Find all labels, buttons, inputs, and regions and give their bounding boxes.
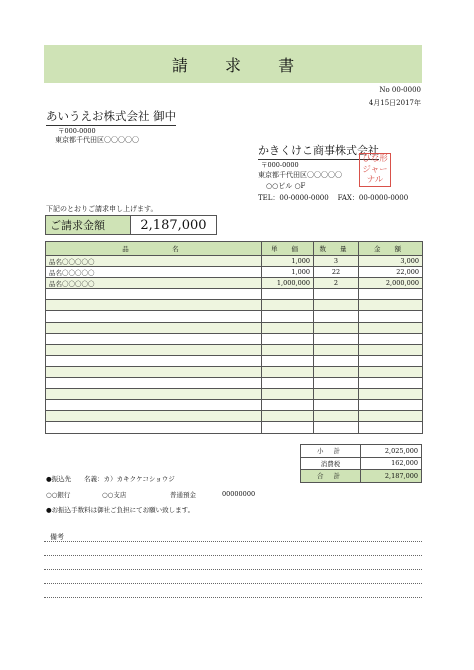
cell-unit-price bbox=[262, 411, 314, 422]
cell-unit-price bbox=[262, 378, 314, 389]
cell-amount bbox=[359, 311, 423, 322]
cell-unit-price bbox=[262, 333, 314, 344]
cell-amount bbox=[359, 366, 423, 377]
cell-item-name: 品名〇〇〇〇〇 bbox=[46, 267, 262, 278]
header-amount: 金 額 bbox=[359, 242, 423, 256]
cell-quantity bbox=[314, 422, 359, 433]
cell-amount bbox=[359, 333, 423, 344]
cell-amount bbox=[359, 289, 423, 300]
table-row bbox=[46, 278, 423, 289]
cell-quantity: 2 bbox=[314, 278, 359, 289]
cell-unit-price: 1,000 bbox=[262, 267, 314, 278]
tax-row bbox=[301, 457, 422, 470]
cell-quantity bbox=[314, 355, 359, 366]
cell-amount bbox=[359, 344, 423, 355]
table-row bbox=[46, 344, 423, 355]
issuer-postal: 〒000-0000 bbox=[261, 161, 299, 169]
totals-table bbox=[300, 444, 422, 483]
cell-quantity bbox=[314, 322, 359, 333]
table-row bbox=[46, 389, 423, 400]
cell-quantity bbox=[314, 366, 359, 377]
tax-value: 162,000 bbox=[361, 457, 422, 470]
grand-total-row bbox=[301, 470, 422, 483]
tax-label: 消費税 bbox=[301, 457, 361, 470]
cell-amount bbox=[359, 389, 423, 400]
items-header-row bbox=[46, 242, 423, 256]
cell-item-name bbox=[46, 422, 262, 433]
cell-unit-price bbox=[262, 366, 314, 377]
cell-quantity bbox=[314, 289, 359, 300]
cell-quantity: 3 bbox=[314, 256, 359, 267]
subtotal-value: 2,025,000 bbox=[361, 445, 422, 458]
cell-item-name bbox=[46, 355, 262, 366]
cell-unit-price bbox=[262, 400, 314, 411]
cell-item-name: 品名〇〇〇〇〇 bbox=[46, 256, 262, 267]
bank-account-number: 00000000 bbox=[222, 490, 256, 498]
cell-item-name bbox=[46, 389, 262, 400]
header-item-name: 品 名 bbox=[46, 242, 262, 256]
items-table bbox=[45, 241, 423, 434]
cell-amount: 2,000,000 bbox=[359, 278, 423, 289]
cell-amount: 22,000 bbox=[359, 267, 423, 278]
cell-item-name bbox=[46, 366, 262, 377]
cell-amount bbox=[359, 400, 423, 411]
cell-item-name bbox=[46, 344, 262, 355]
table-row bbox=[46, 355, 423, 366]
issuer-building: ○○ビル ○F bbox=[266, 182, 306, 190]
company-seal bbox=[359, 153, 391, 187]
table-row bbox=[46, 300, 423, 311]
document-date: 4月15日2017年 bbox=[368, 99, 421, 107]
cell-quantity bbox=[314, 400, 359, 411]
intro-text: 下記のとおりご請求申し上げます。 bbox=[46, 205, 158, 213]
cell-quantity bbox=[314, 411, 359, 422]
remarks-line bbox=[44, 597, 422, 598]
cell-quantity bbox=[314, 389, 359, 400]
remarks-line bbox=[44, 555, 422, 556]
cell-item-name bbox=[46, 311, 262, 322]
issuer-address: 東京都千代田区〇〇〇〇〇 bbox=[258, 171, 342, 179]
cell-quantity bbox=[314, 333, 359, 344]
cell-amount bbox=[359, 422, 423, 433]
billing-total-label: ご請求金額 bbox=[46, 216, 131, 234]
seal-line-3: ナル bbox=[366, 175, 384, 186]
cell-quantity bbox=[314, 378, 359, 389]
bank-name: ○○銀行 bbox=[46, 491, 71, 499]
header-quantity: 数 量 bbox=[314, 242, 359, 256]
header-unit-price: 単 価 bbox=[262, 242, 314, 256]
recipient-address: 東京都千代田区〇〇〇〇〇 bbox=[55, 136, 139, 144]
grand-total-value: 2,187,000 bbox=[361, 470, 422, 483]
cell-item-name: 品名〇〇〇〇〇 bbox=[46, 278, 262, 289]
document-number: No 00-0000 bbox=[379, 86, 421, 94]
table-row bbox=[46, 267, 423, 278]
table-row bbox=[46, 366, 423, 377]
cell-unit-price bbox=[262, 311, 314, 322]
cell-item-name bbox=[46, 289, 262, 300]
bank-account-type: 普通預金 bbox=[170, 491, 196, 499]
cell-unit-price: 1,000 bbox=[262, 256, 314, 267]
cell-item-name bbox=[46, 411, 262, 422]
cell-unit-price bbox=[262, 344, 314, 355]
table-row bbox=[46, 378, 423, 389]
remarks-line bbox=[44, 541, 422, 542]
recipient-postal: 〒000-0000 bbox=[58, 127, 96, 135]
issuer-name: かきくけこ商事株式会社 bbox=[258, 142, 379, 160]
cell-unit-price: 1,000,000 bbox=[262, 278, 314, 289]
cell-quantity: 22 bbox=[314, 267, 359, 278]
cell-unit-price bbox=[262, 355, 314, 366]
cell-unit-price bbox=[262, 322, 314, 333]
cell-unit-price bbox=[262, 289, 314, 300]
cell-item-name bbox=[46, 400, 262, 411]
table-row bbox=[46, 411, 423, 422]
cell-quantity bbox=[314, 344, 359, 355]
cell-amount bbox=[359, 411, 423, 422]
remarks-line bbox=[44, 569, 422, 570]
remarks-line bbox=[44, 583, 422, 584]
cell-item-name bbox=[46, 300, 262, 311]
billing-total-box bbox=[45, 215, 217, 235]
issuer-contact: TEL：00-0000-0000 FAX：00-0000-0000 bbox=[258, 194, 409, 202]
seal-line-2: ジャー bbox=[362, 164, 388, 175]
table-row bbox=[46, 400, 423, 411]
grand-total-label: 合 計 bbox=[301, 470, 361, 483]
cell-item-name bbox=[46, 333, 262, 344]
bank-branch: ○○支店 bbox=[102, 491, 127, 499]
cell-amount: 3,000 bbox=[359, 256, 423, 267]
bank-fee-note: ●お振込手数料は御社ご負担にてお願い致します。 bbox=[46, 506, 195, 514]
table-row bbox=[46, 311, 423, 322]
table-row bbox=[46, 289, 423, 300]
cell-unit-price bbox=[262, 300, 314, 311]
cell-item-name bbox=[46, 322, 262, 333]
cell-amount bbox=[359, 322, 423, 333]
table-row bbox=[46, 422, 423, 433]
table-row bbox=[46, 256, 423, 267]
cell-amount bbox=[359, 378, 423, 389]
bank-payee: ●振込先 名義：カ）カキクケコショウジ bbox=[46, 475, 175, 483]
cell-item-name bbox=[46, 378, 262, 389]
remarks-label: 備考 bbox=[50, 533, 64, 541]
table-row bbox=[46, 333, 423, 344]
subtotal-row bbox=[301, 445, 422, 458]
document-title: 請 求 書 bbox=[44, 45, 422, 83]
seal-line-1: ひな形 bbox=[362, 154, 388, 165]
cell-quantity bbox=[314, 300, 359, 311]
cell-amount bbox=[359, 355, 423, 366]
cell-quantity bbox=[314, 311, 359, 322]
table-row bbox=[46, 322, 423, 333]
subtotal-label: 小 計 bbox=[301, 445, 361, 458]
cell-amount bbox=[359, 300, 423, 311]
cell-unit-price bbox=[262, 389, 314, 400]
billing-total-value: 2,187,000 bbox=[140, 217, 207, 233]
cell-unit-price bbox=[262, 422, 314, 433]
recipient-name: あいうえお株式会社 御中 bbox=[46, 108, 176, 126]
